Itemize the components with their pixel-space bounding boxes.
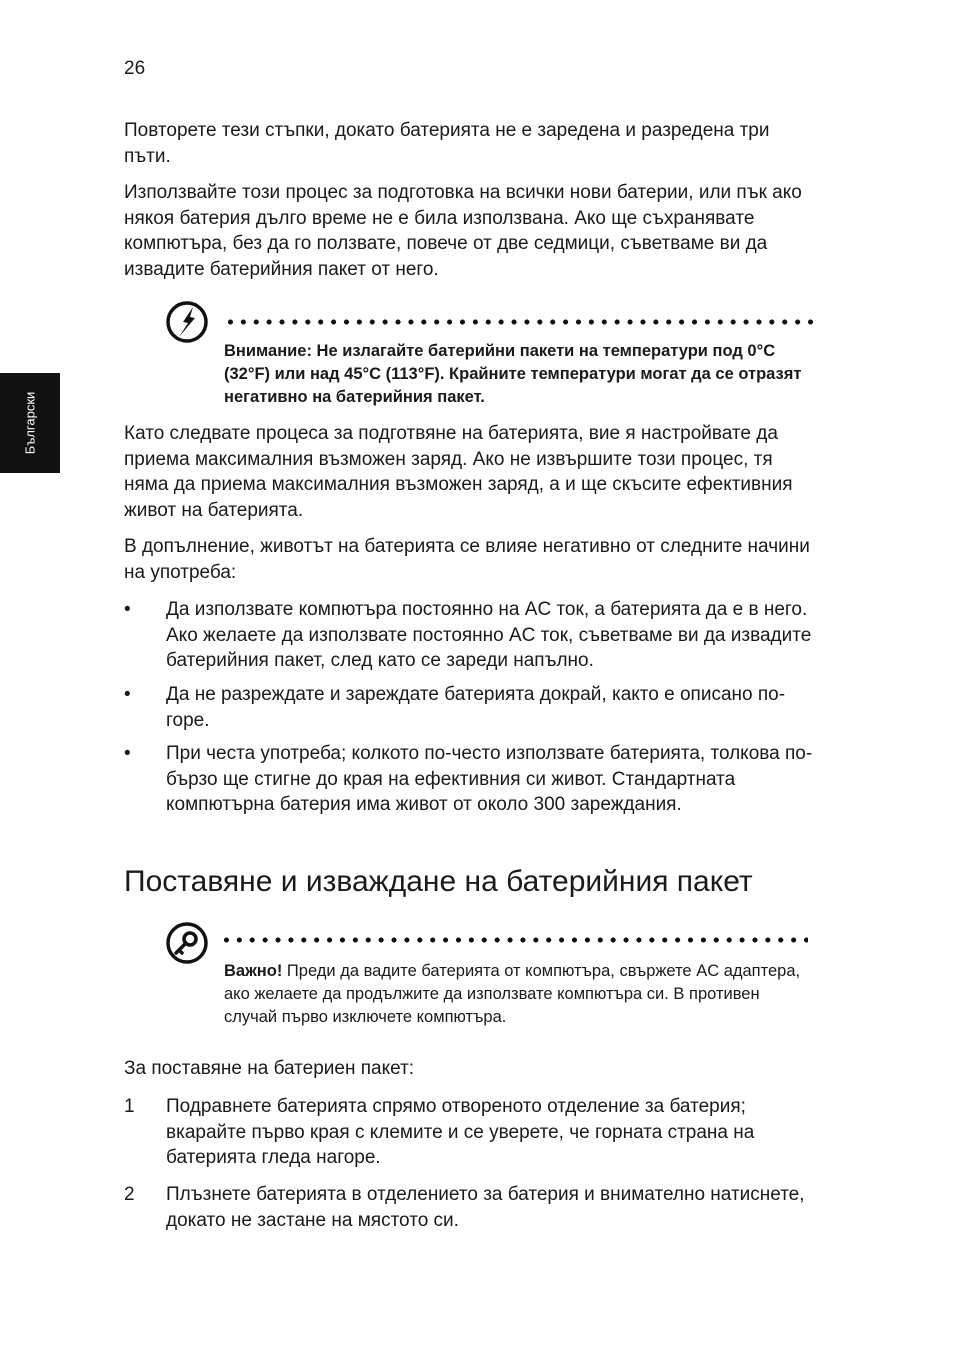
list-item-text: Да не разреждате и зареждате батерията докрай, както е описано по-горе.: [166, 684, 786, 731]
step-number: 1: [124, 1096, 135, 1117]
important-note-text: [224, 960, 809, 1029]
language-side-tab: [0, 373, 60, 473]
intro-paragraph-1: Повторете тези стъпки, докато батерията не е заредена и разредена три пъти.: [124, 120, 770, 167]
warning-note-divider: [224, 319, 814, 325]
key-icon: [166, 922, 208, 964]
warning-bolt-icon: [166, 301, 208, 343]
intro-paragraph-2: Използвайте този процес за подготовка на всички нови батерии, или пък ако някоя батерия дълго време не е била използвана. Ако ще съхранявате компютъра, без да го ползвате, повече от две седмици, съветваме ви да извадите батерийния пакет от него.: [124, 182, 802, 280]
body-paragraph-2: В допълнение, животът на батерията се влияе негативно от следните начини на употреба:: [124, 536, 810, 583]
bullet-marker: •: [124, 599, 131, 620]
step-number: 2: [124, 1184, 135, 1205]
page-number: 26: [124, 58, 146, 79]
steps-intro: За поставяне на батериен пакет:: [124, 1058, 415, 1079]
bullet-marker: •: [124, 684, 131, 705]
list-item-text: Подравнете батерията спрямо отвореното отделение за батерия; вкарайте първо края с клемите и се уверете, че горната страна на батерията гледа нагоре.: [166, 1096, 755, 1168]
section-heading: Поставяне и изваждане на батерийния пакет: [124, 865, 753, 898]
list-item-text: Плъзнете батерията в отделението за батерия и внимателно натиснете, докато не застане на мястото си.: [166, 1184, 805, 1231]
important-note-body: Преди да вадите батерията от компютъра, свържете AC адаптера, ако желаете да продължите да използвате компютъра си. В противен случай първо изключете компютъра.: [224, 962, 801, 1026]
language-side-tab-label: Български: [22, 391, 38, 455]
warning-note-text: Внимание: Не излагайте батерийни пакети на температури под 0°C (32°F) или над 45°C (113°F). Крайните температури могат да се отразят негативно на батерийния пакет.: [224, 342, 802, 406]
list-item-text: При честа употреба; колкото по-често използвате батерията, толкова по-бързо ще стигне до края на ефективния си живот. Стандартната компютърна батерия има живот от около 300 зареждания.: [166, 743, 813, 815]
important-note-label: Важно!: [224, 962, 283, 980]
list-item-text: Да използвате компютъра постоянно на AC ток, а батерията да е в него. Ако желаете да използвате постоянно AC ток, съветваме ви да извадите батерийния пакет, след като се зареди напълно.: [166, 599, 812, 671]
bullet-marker: •: [124, 743, 131, 764]
body-paragraph-1: Като следвате процеса за подготвяне на батерията, вие я настройвате да приема максималния възможен заряд. Ако не извършите този процес, тя няма да приема максималния възможен заряд, а и ще скъсите ефективния живот на батерията.: [124, 423, 793, 521]
important-note-divider: [220, 937, 808, 943]
